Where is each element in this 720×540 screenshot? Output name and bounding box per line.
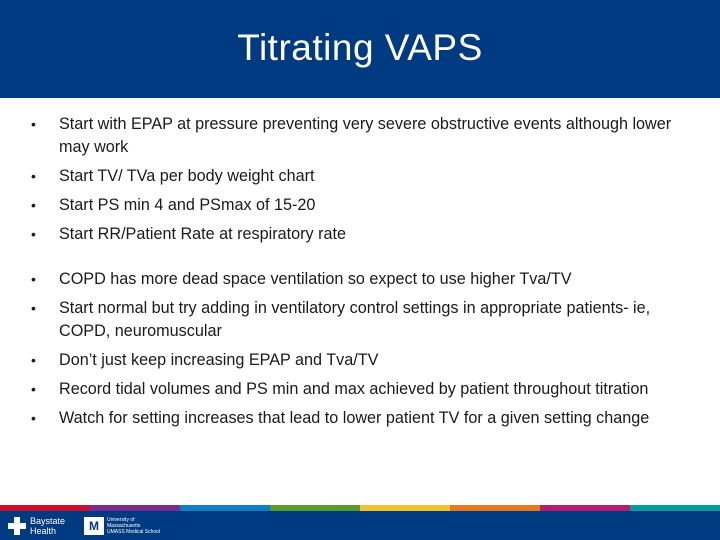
umass-logo bbox=[84, 516, 160, 536]
bullet-item bbox=[28, 165, 698, 188]
bullet-text: Record tidal volumes and PS min and max achieved by patient throughout titration bbox=[59, 380, 649, 398]
bullet-marker: • bbox=[31, 116, 36, 132]
footer-bar bbox=[0, 511, 720, 540]
bullet-text: Start RR/Patient Rate at respiratory rate bbox=[59, 225, 346, 243]
bullet-text: Start TV/ TVa per body weight chart bbox=[59, 167, 315, 185]
bullet-group-2 bbox=[28, 268, 698, 430]
bullet-text: COPD has more dead space ventilation so expect to use higher Tva/TV bbox=[59, 270, 572, 288]
logo-line: University of bbox=[107, 517, 135, 523]
bullet-item bbox=[28, 349, 698, 372]
slide-title: Titrating VAPS bbox=[237, 27, 483, 68]
bullet-marker: • bbox=[31, 197, 36, 213]
umass-mark-icon bbox=[84, 517, 104, 535]
bullet-item bbox=[28, 194, 698, 217]
bullet-text: Watch for setting increases that lead to lower patient TV for a given setting change bbox=[59, 409, 650, 427]
bullet-marker: • bbox=[31, 381, 36, 397]
bullet-item bbox=[28, 268, 698, 291]
baystate-health-logo bbox=[8, 513, 65, 538]
umass-logo-text bbox=[107, 517, 160, 535]
bullet-text: Start normal but try adding in ventilatory control settings in appropriate patients- ie, COPD, neuromuscular bbox=[59, 299, 651, 340]
baystate-logo-text bbox=[30, 516, 65, 536]
logo-line: Health bbox=[30, 525, 57, 536]
logo-line: UMASS Medical School bbox=[107, 529, 161, 535]
bullet-item bbox=[28, 297, 698, 343]
bullet-marker: • bbox=[31, 410, 36, 426]
bullet-marker: • bbox=[31, 226, 36, 242]
logo-line: Baystate bbox=[30, 515, 66, 526]
logo-line: Massachusetts bbox=[107, 523, 141, 529]
bullet-marker: • bbox=[31, 271, 36, 287]
slide-content bbox=[28, 113, 698, 436]
bullet-item bbox=[28, 378, 698, 401]
bullet-item bbox=[28, 407, 698, 430]
bullet-marker: • bbox=[31, 352, 36, 368]
bullet-marker: • bbox=[31, 168, 36, 184]
bullet-group-1 bbox=[28, 113, 698, 246]
title-bar bbox=[0, 0, 720, 98]
bullet-marker: • bbox=[31, 300, 36, 316]
bullet-item bbox=[28, 113, 698, 159]
cross-icon bbox=[8, 517, 26, 535]
bullet-text: Start PS min 4 and PSmax of 15-20 bbox=[59, 196, 316, 214]
bullet-item bbox=[28, 223, 698, 246]
bullet-text: Don’t just keep increasing EPAP and Tva/TV bbox=[59, 351, 379, 369]
bullet-text: Start with EPAP at pressure preventing very severe obstructive events although lower may work bbox=[59, 115, 672, 156]
